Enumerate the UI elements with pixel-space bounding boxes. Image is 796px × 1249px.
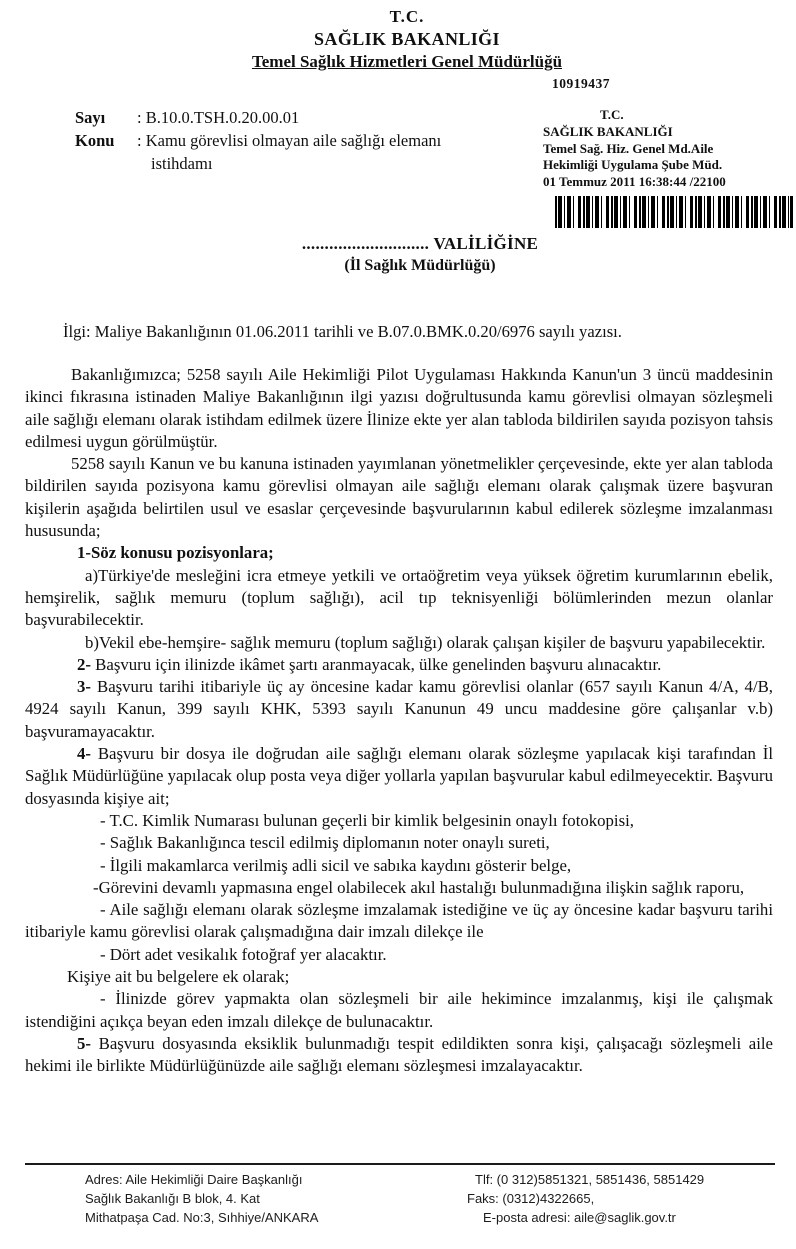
body-paragraph: 5- Başvuru dosyasında eksiklik bulunmadığı tespit edildikten sonra kişi, çalışacağı sözleşmeli aile hekimi ile birlikte Müdürlüğünüzde aile sağlığı elemanı sözleşmesi imzalayacaktır. <box>25 1033 773 1076</box>
letterhead <box>9 7 796 72</box>
ilgi-line: İlgi: Maliye Bakanlığının 01.06.2011 tarihli ve B.07.0.BMK.0.20/6976 sayılı yazısı. <box>63 322 622 341</box>
body-paragraph: - İlinizde görev yapmakta olan sözleşmeli bir aile hekimince imzalanmış, kişi ile çalışmak istendiğini açıkça beyan eden imzalı dilekçe de bulunacaktır. <box>25 989 773 1031</box>
stamp-line-ministry: SAĞLIK BAKANLIĞI <box>543 123 673 139</box>
body-paragraph: 4- Başvuru bir dosya ile doğrudan aile sağlığı elemanı olarak sözleşme yapılacak kişi tarafından İl Sağlık Müdürlüğüne yapılacak olup posta veya diğer yollarla yapılan başvurular kabul edilmeyecektir. Başvuru dosyasında kişiye ait; <box>25 744 773 808</box>
stamp-line-dept2: Hekimliği Uygulama Şube Müd. <box>543 157 723 173</box>
barcode-icon <box>555 196 793 228</box>
sayi-value: : B.10.0.TSH.0.20.00.01 <box>137 108 300 127</box>
footer-address <box>25 1170 442 1227</box>
addressee-subline: (İl Sağlık Müdürlüğü) <box>344 257 496 274</box>
body-paragraph: Kişiye ait bu belgelere ek olarak; <box>67 967 290 987</box>
konu-value: : Kamu görevlisi olmayan aile sağlığı elemanı istihdamı <box>137 131 442 173</box>
sayi-label: Sayı <box>75 108 106 127</box>
footer-columns <box>25 1165 775 1227</box>
body-paragraph: Bakanlığımızca; 5258 sayılı Aile Hekimliği Pilot Uygulaması Hakkında Kanun'un 3 üncü maddesinin ikinci fıkrasına istinaden Maliye Bakanlığının ilgi yazısı doğrultusunda kamu görevlisi olmayan sözleşmeli aile sağlığı elemanı olarak istihdam edilmek üzere İlinize ekte yer alan tabloda bildirilen sayıda pozisyon tahsis edilmesi uygun görülmüştür. <box>25 365 773 451</box>
body-paragraph: 1-Söz konusu pozisyonlara; <box>77 543 274 563</box>
body-paragraph: b)Vekil ebe-hemşire- sağlık memuru (toplum sağlığı) olarak çalışan kişiler de başvuru yapabilecektir. <box>85 632 766 652</box>
footer-address-line: Adres: Aile Hekimliği Daire Başkanlığı <box>85 1172 303 1187</box>
konu-label: Konu <box>75 131 115 150</box>
reference-block <box>75 106 451 175</box>
addressee-line: ............................ VALİLİĞİNE <box>301 234 539 253</box>
body-paragraph: 3- Başvuru tarihi itibariyle üç ay öncesine kadar kamu görevlisi olanlar (657 sayılı Kanun 4/A, 4/B, 4924 sayılı Kanun, 399 sayılı KHK, 5393 sayılı Kanunun 49 uncu maddesine göre çalışanlar v.b) başvuramayacaktır. <box>25 677 773 741</box>
konu-row <box>75 129 451 175</box>
body-paragraph: - T.C. Kimlik Numarası bulunan geçerli bir kimlik belgesinin onaylı fotokopisi, <box>100 810 634 830</box>
footer-address-line: Mithatpaşa Cad. No:3, Sıhhiye/ANKARA <box>85 1210 319 1225</box>
footer-contact <box>442 1170 704 1227</box>
body-paragraph: - Sağlık Bakanlığınca tescil edilmiş diplomanın noter onaylı sureti, <box>100 833 550 853</box>
sayi-row <box>75 106 451 129</box>
footer-email-line: E-posta adresi: aile@saglik.gov.tr <box>483 1210 676 1225</box>
letterhead-department: Temel Sağlık Hizmetleri Genel Müdürlüğü <box>251 52 563 71</box>
stamp-line-tc: T.C. <box>600 107 624 122</box>
letterhead-ministry: SAĞLIK BAKANLIĞI <box>314 29 500 49</box>
letter-body <box>25 364 773 1078</box>
registry-stamp <box>543 107 795 228</box>
body-paragraph: - Aile sağlığı elemanı olarak sözleşme imzalamak istediğine ve üç ay öncesine kadar başvuru tarihi itibariyle kamu görevlisi olarak çalışmadığına dair imzalı dilekçe ile <box>25 900 773 942</box>
footer-phone-line: Tlf: (0 312)5851321, 5851436, 5851429 <box>475 1172 705 1187</box>
body-paragraph: a)Türkiye'de mesleğini icra etmeye yetkili ve ortaöğretim veya yüksek öğretim kurumlarının ebelik, hemşirelik, sağlık memuru (toplum sağlığı), acil tıp teknisyenliği bölümlerinden mezun olanlar başvurabilecektir. <box>25 565 773 630</box>
footer-fax-line: Faks: (0312)4322665, <box>467 1191 595 1206</box>
body-paragraph: -Görevini devamlı yapmasına engel olabilecek akıl hastalığı bulunmadığına ilişkin sağlık raporu, <box>93 877 745 897</box>
body-paragraph: 5258 sayılı Kanun ve bu kanuna istinaden yayımlanan yönetmelikler çerçevesinde, ekte yer alan tabloda bildirilen sayıda pozisyona kamu görevlisi olmayan aile sağlığı elemanı olarak çalışmak üzere başvuran kişilerin aşağıda belirtilen usul ve esaslar çerçevesinde başvurularının kabul edilerek sözleşme imzalanması hususunda; <box>25 454 773 541</box>
document-number: 10919437 <box>552 76 610 91</box>
addressee-block <box>22 234 796 275</box>
body-paragraph: - İlgili makamlarca verilmiş adli sicil ve sabıka kaydını gösterir belge, <box>100 855 572 875</box>
body-paragraph: 2- Başvuru için ilinizde ikâmet şartı aranmayacak, ülke genelinden başvuru alınacaktır. <box>77 654 662 674</box>
body-paragraph: - Dört adet vesikalık fotoğraf yer alacaktır. <box>100 944 387 964</box>
footer <box>25 1163 775 1227</box>
stamp-line-date: 01 Temmuz 2011 16:38:44 /22100 <box>543 174 726 190</box>
letterhead-tc: T.C. <box>389 7 425 26</box>
footer-address-line: Sağlık Bakanlığı B blok, 4. Kat <box>85 1191 260 1206</box>
stamp-line-dept1: Temel Sağ. Hiz. Genel Md.Aile <box>543 140 714 156</box>
